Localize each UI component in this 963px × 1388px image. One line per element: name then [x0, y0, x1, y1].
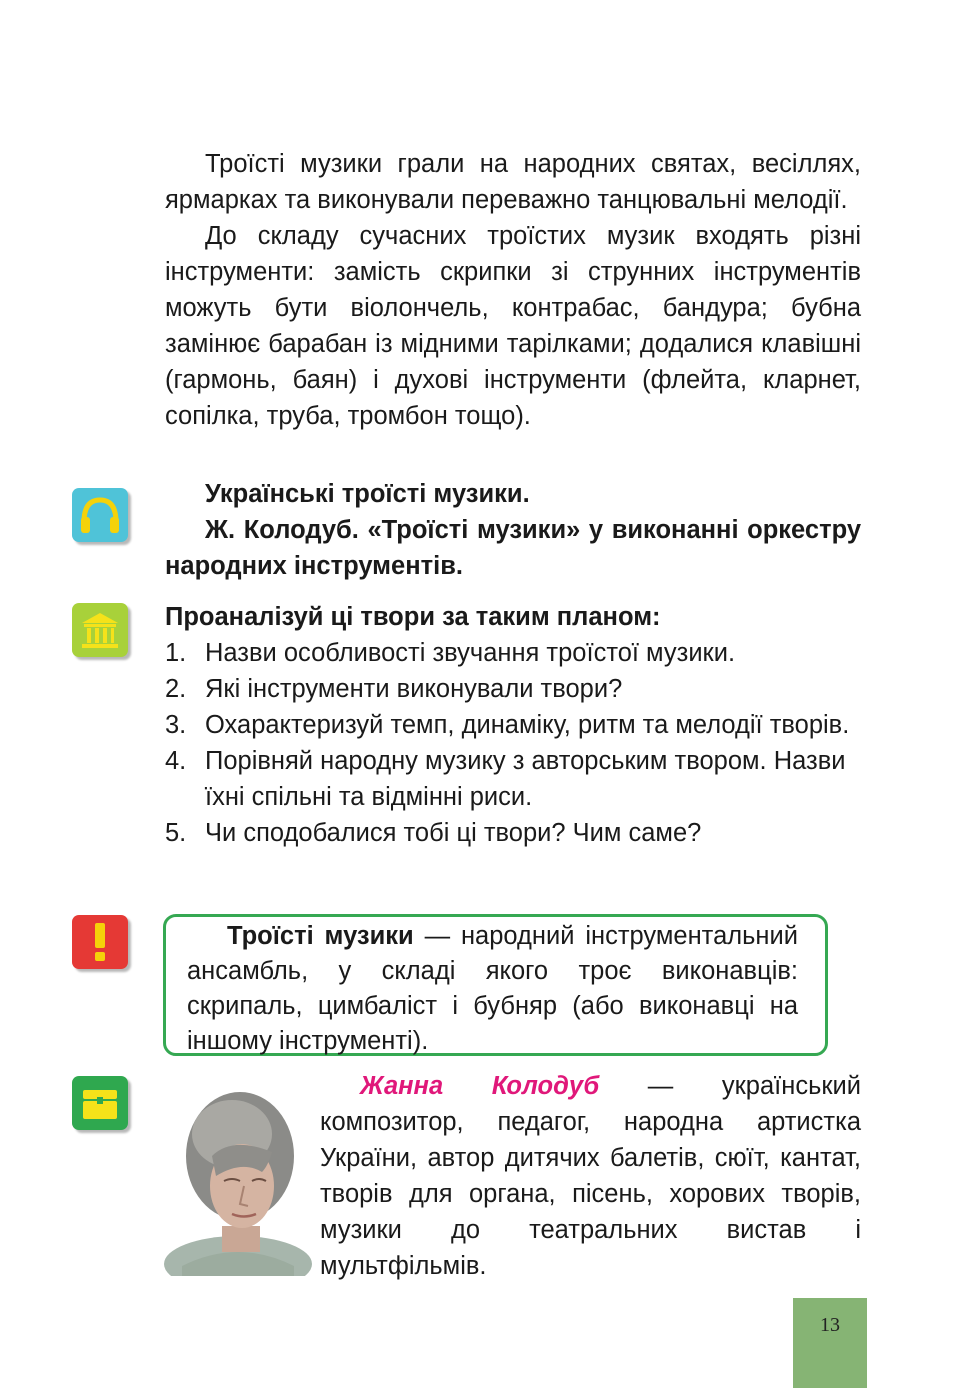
biography-paragraph	[320, 1068, 861, 1284]
intro-paragraph-2: До складу сучасних троїстих музик входять різні інструменти: замість скрипки зі струнних інструментів можуть бути віолончель, контрабас, бандура; бубна замінює барабан із мідними тарілками; додалися клавішні (гармонь, баян) і духові інструменти (флейта, кларнет, сопілка, труба, тромбон тощо).	[165, 222, 861, 430]
listening-line-2: Ж. Колодуб. «Троїсті музики» у виконанні оркестру народних інструментів.	[165, 516, 861, 580]
analysis-list	[165, 635, 861, 851]
listening-section	[165, 476, 861, 584]
page-number: 13	[793, 1298, 867, 1388]
list-item-text: Порівняй народну музику з авторським твором. Назви їхні спільні та відмінні риси.	[205, 747, 846, 811]
list-item-number: 1.	[165, 639, 187, 667]
intro-paragraph-1: Троїсті музики грали на народних святах, весіллях, ярмарках та виконували переважно танцювальні мелодії.	[165, 150, 861, 214]
biography-text	[320, 1068, 861, 1284]
definition-term: Троїсті музики	[227, 922, 414, 950]
intro-text	[165, 146, 861, 434]
biography-body: — український композитор, педагог, народна артистка України, автор дитячих балетів, сюїт, кантат, творів для органа, пісень, хорових творів, музики до театральних вистав і мультфільмів.	[320, 1072, 861, 1280]
list-item	[165, 815, 861, 851]
list-item-text: Які інструменти виконували твори?	[205, 675, 623, 703]
museum-icon	[72, 603, 128, 657]
list-item-text: Назви особливості звучання троїстої музики.	[205, 639, 736, 667]
list-item-text: Охарактеризуй темп, динаміку, ритм та мелодії творів.	[205, 711, 850, 739]
list-item-number: 4.	[165, 747, 187, 775]
list-item	[165, 707, 861, 743]
definition-box	[163, 914, 828, 1056]
list-item	[165, 635, 861, 671]
definition-body: — народний інструментальний ансамбль, у складі якого троє виконавців: скрипаль, цимбаліст і бубняр (або виконавці на іншому інструменті).	[187, 922, 798, 1055]
portrait-illustration	[162, 1076, 314, 1276]
list-item-number: 2.	[165, 675, 187, 703]
headphones-icon	[72, 488, 128, 542]
list-item-text: Чи сподобалися тобі ці твори? Чим саме?	[205, 819, 702, 847]
list-item	[165, 743, 861, 815]
exclamation-icon	[72, 915, 128, 969]
analysis-heading: Проаналізуй ці твори за таким планом:	[165, 603, 661, 631]
analysis-section	[165, 599, 861, 851]
listening-line-1: Українські троїсті музики.	[205, 480, 530, 508]
list-item-number: 3.	[165, 711, 187, 739]
treasure-chest-icon	[72, 1076, 128, 1130]
list-item	[165, 671, 861, 707]
composer-name: Жанна Колодуб	[360, 1072, 600, 1100]
definition-text	[187, 919, 798, 1059]
list-item-number: 5.	[165, 819, 187, 847]
